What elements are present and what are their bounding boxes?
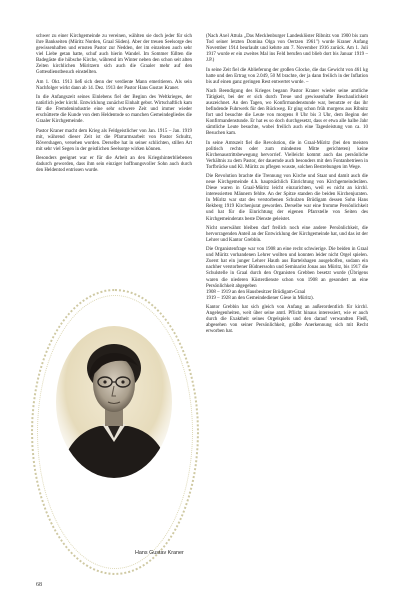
paragraph: 1919 – 1928 an den Gemeindediener Giese in Müritz). [206,295,314,301]
paragraph: Die Organistenfrage war von 1908 an eine recht schwierige. Die beiden in Graal und Müritz vorhandenen Lehrer wollten und konnten leider nicht Orgel spielen. Zuerst hat ein junger Lehrer Hauth aus Bartelshagen ausgeholfen, sodann ein nachher verstorbener Büdnerssohn und Seminarist Jonas aus Müritz, bis 1917 die Schulstelle in Graal durch den Organisten Grebben besetzt wurde (Übrigens waren die niederen Küsterdienste schon von 1908 an gesondert an eine Persönlichkeit abgegeben [206,247,368,289]
paragraph: Pastor Kraner macht dem Krieg als Feldgeistlicher von Jan. 1915 – Jan. 1919 mit, während dieser Zeit ist die Pfarrarmsarbeit von Pastor Schultz, Rövershagen, versehen worden. Derselbe hat in seiner schlichten, stillen Art mit sehr viel Segen in der geistlichen Seelsorge wirken können. [36,128,192,152]
paragraph: In seine Amtszeit fiel die Revolution, die in Graal-Müritz (bei den meisten politisch rechts oder zum mindesten Mitte gerichteten) keine Kirchenaustrittsbewegung hervorrief. Vielleicht kommt auch das persönliche Verhältnis zu dem Pastor, der dauernde auch besonders mit den Fontanbetrieen in Torfbrücke und Kl. Müritz zu pflegen wusste, solchen Bestrebungen im Wege. [206,140,368,170]
paragraph: Nicht unerwähnt bleiben darf freilich noch eine andere Persönlichkeit, die hervorragenden Anteil an der Entwicklung der Kirchgemeinde hat, und das ist der Lehrer und Kantor Grebbin. [206,225,368,243]
paragraph: Kantor Grebbin hat sich gleich von Anfang an außerordentlich für kirchl. Angelegenheiten, weit über seine amtl. Pflicht hinaus interessiert, wie er auch durch die Exaktheit seines Orgelspiels und den darauf verwandten Fleiß, abgesehen von seiner Persönlichkeit, größte Anerkennung sich mit Recht erworben hat. [206,305,368,335]
portrait-caption: Hans Gustav Kraner [135,550,184,556]
right-text-column [206,34,368,339]
paragraph: Am 1. Okt. 1913 ließ sich denn der verdiente Mann emeritieren. Als sein Nachfolger wirkt dann ab 14. Dez. 1913 der Pastor Hans Gustav Kraner. [36,79,192,91]
paragraph: schwer zu einer Kirchgemeinde zu vereinen, wählten sie doch jeder für sich ihre Bankseiten (Müritz Norden, Graal Süden). Aber der treuen Seelsorge des gewissenhaften und ernsten Pastor zur Nedden, der im einzelnen auch sehr viel Liebe getan hatte, schuf auch hierin Wandel. Im Sommer füllten die Badegäste die hübsche Kirche, während im Winter neben den schon seit alten Zeiten kirchlichen Müritzern sich auch die Graaler mehr auf den Gottesdienstbesuch einstellten. [36,34,192,76]
paragraph: 1908 – 1919 an den Hausbesitzer Brüdigam-Graal [206,289,306,295]
paragraph: (Nach Axel Attula „Das Mecklenburger Landesklöster Ribnitz von 1900 bis zum Tod seiner letzten Domina Olga von Oertzen 1961") wurde Kraner Anfang November 1914 beurlaubt und kehrte am 7. November 1916 zurück. Am 1. Juli 1917 wurde er ein zweites Mal ins Feld berufen und blieb dort bis Januar 1919 – J.P.) [206,34,368,64]
paragraph: In seine Zeit fiel die Ablieferung der großen Glocke, die das Gewicht von 461 kg hatte und den Ertrag von 2.049, 50 M brachte, der ja dann freilich in der Inflation bis auf einen ganz geringen Rest entwertet wurde. – [206,67,368,85]
paragraph: Besonders geeignet war er für die Arbeit an den Kriegshinterbliebenen dadurch geworden, dass ihm sein einziger hoffnungsvoller Sohn auch durch den Heldentod entrissen wurde. [36,156,192,174]
left-text-column [36,34,192,177]
paragraph: In die Anfangszeit seines Einlebens fiel der Beginn des Weltkrieges, der natürlich jeder kirchl. Entwicklung zunächst Einhalt gebot. Wirtschaftlich kam für die Fremdenindustrie eine sehr schwere Zeit und immer wieder erschütterte die Kunde von dem Heldentode so manchen Gemeindegliedes die Graaler Kirchgemeinde. [36,95,192,125]
page-number: 68 [36,582,42,588]
paragraph: Die Revolution brachte die Trennung von Kirche und Staat und damit auch die neue Kirchgemeinde d.h. hauptsächlich Einrichtung von Kirchgemeinderäten. Diese waren in Graal-Müritz leicht einzurichten, weil es nicht an kirchl. interessierten Männern fehlte. An der Spitze standen die beiden Kirchenjuraten. In Müritz war stat des verstorbenen Schulzen Brüdigam dessen Sohn Hans Rekberg 1919 Kirchenjurat geworden. Derselbe war eine fromme Persönlichkeit und hat für die Einrichtung der eigenen Pfarrstelle von Seiten des Kirchgemeinderats beste Dienste geleistet. [206,174,368,222]
portrait-photo [56,326,172,478]
paragraph: Nach Beendigung des Krieges begann Pastor Kraner wieder seine amtliche Tätigkeit, bei der er sich durch Treue und gewissenhafte Beschaulichkeit auszeichnet. An den Tagen, wo Konfirmandenstunde war, benutzte er das ihr befindende Fuhrwerk für den Rückweg. Er ging schon früh morgens aus Ribnitz fort und besuchte die Leute von morgens 8 Uhr bis 3 Uhr, dem Beginn der Konfirmandenstunde. Er hat es so doch durchgesetzt, dass er etwa alle halbe Jahr sämtliche Leute besuchte, wobei freilich auch eine Tagesleistung von ca. 10 Besuchen kam. [206,88,368,137]
